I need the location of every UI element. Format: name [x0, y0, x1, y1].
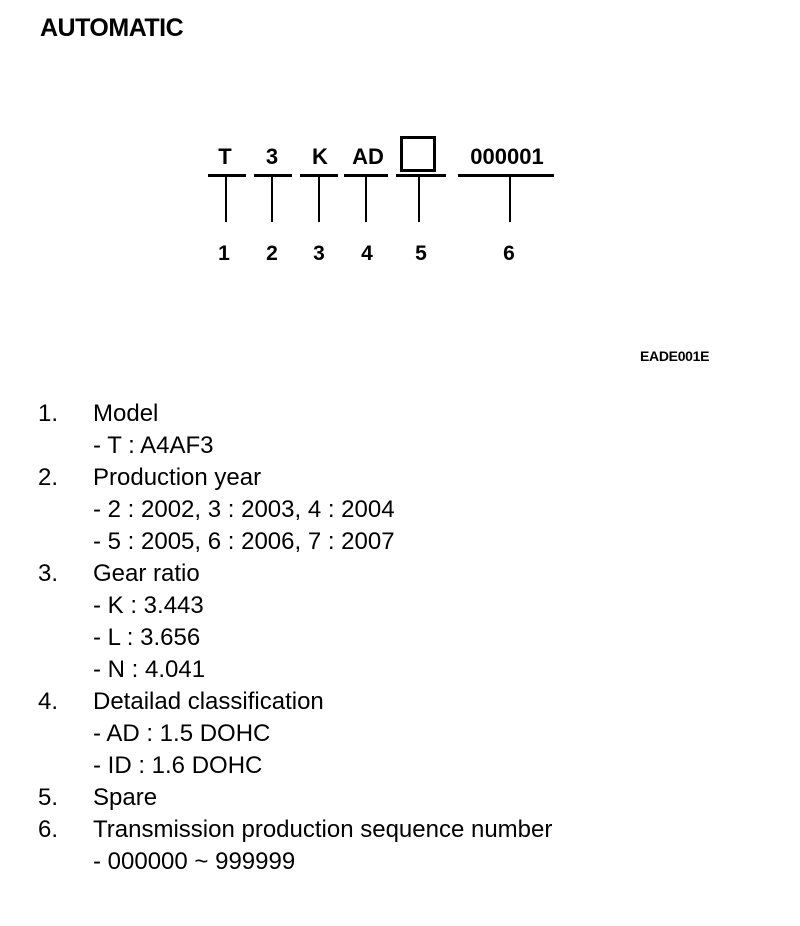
connector-6 — [509, 176, 511, 222]
list-item-number: 6. — [38, 816, 59, 843]
position-number-4: 4 — [361, 242, 373, 265]
code-segment-2: 3 — [265, 144, 279, 169]
connector-4 — [365, 176, 367, 222]
list-item-detail: - T : A4AF3 — [93, 432, 214, 459]
underline-2 — [254, 174, 292, 177]
list-item-detail: - AD : 1.5 DOHC — [93, 720, 271, 747]
list-item — [38, 558, 778, 686]
list-item-detail: - 000000 ~ 999999 — [93, 848, 296, 875]
list-item-detail: - ID : 1.6 DOHC — [93, 752, 263, 779]
code-segment-5-box — [400, 136, 436, 172]
list-item-number: 5. — [38, 784, 59, 811]
list-item-heading: Production year — [93, 464, 262, 491]
list-item-number: 1. — [38, 400, 59, 427]
list-item — [38, 462, 778, 558]
list-item-number: 3. — [38, 560, 59, 587]
list-item — [38, 398, 778, 462]
code-segment-1: T — [218, 144, 232, 169]
connector-2 — [271, 176, 273, 222]
connector-5 — [418, 176, 420, 222]
position-number-1: 1 — [218, 242, 230, 265]
connector-1 — [225, 176, 227, 222]
list-item — [38, 782, 778, 814]
figure-reference-code: EADE001E — [640, 348, 710, 364]
list-item-detail: - 5 : 2005, 6 : 2006, 7 : 2007 — [93, 528, 395, 555]
list-item-number: 2. — [38, 464, 59, 491]
position-number-3: 3 — [313, 242, 325, 265]
list-item-detail: - 2 : 2002, 3 : 2003, 4 : 2004 — [93, 496, 395, 523]
position-number-5: 5 — [415, 242, 427, 265]
underline-5 — [396, 174, 446, 177]
list-item-heading: Gear ratio — [93, 560, 200, 587]
underline-6 — [458, 174, 554, 177]
connector-3 — [318, 176, 320, 222]
list-item-heading: Spare — [93, 784, 158, 811]
page-title: AUTOMATIC — [40, 14, 184, 42]
position-number-2: 2 — [266, 242, 278, 265]
list-item-heading: Detailad classification — [93, 688, 324, 715]
list-item-number: 4. — [38, 688, 59, 715]
list-item-detail: - K : 3.443 — [93, 592, 204, 619]
list-item — [38, 686, 778, 782]
list-item — [38, 814, 778, 878]
list-item-detail: - L : 3.656 — [93, 624, 201, 651]
code-segment-6: 000001 — [470, 144, 544, 169]
list-item-heading: Transmission production sequence number — [93, 816, 553, 843]
position-number-6: 6 — [503, 242, 515, 265]
list-item-detail: - N : 4.041 — [93, 656, 206, 683]
code-segment-3: K — [312, 144, 328, 169]
code-segment-4: AD — [352, 144, 384, 169]
underline-1 — [208, 174, 246, 177]
list-item-heading: Model — [93, 400, 159, 427]
code-legend-list — [38, 398, 778, 878]
